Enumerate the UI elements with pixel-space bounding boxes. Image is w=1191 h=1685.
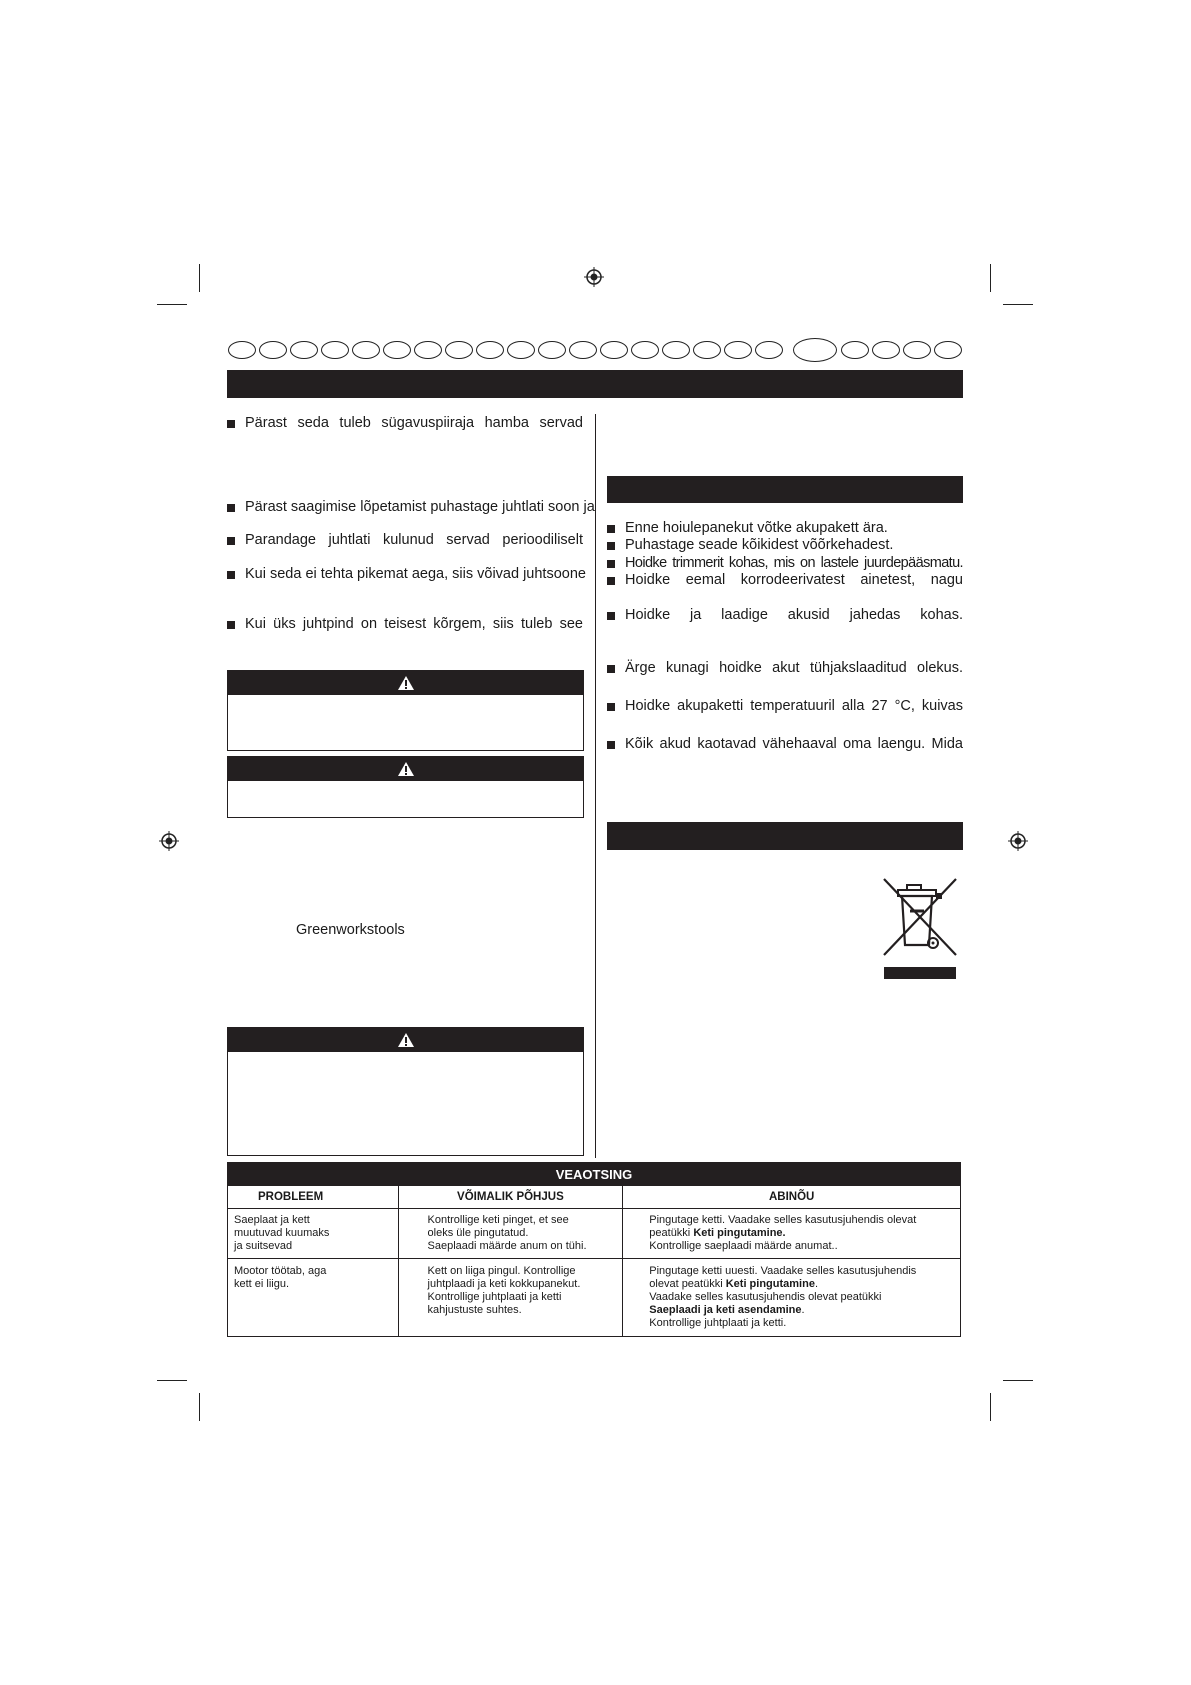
- bullet-square: [607, 741, 615, 749]
- table-title: VEAOTSING: [228, 1163, 961, 1186]
- problem-cell: Mootor töötab, aga kett ei liigu.: [228, 1259, 399, 1337]
- problem-cell: Saeplaat ja kett muutuvad kuumaks ja suitsevad: [228, 1209, 399, 1259]
- bullet-square: [607, 525, 615, 533]
- section-header-bar: [227, 370, 963, 398]
- remedy-cell: Pingutage ketti. Vaadake selles kasutusjuhendis olevat peatükki Keti pingutamine. Kontrollige saeplaadi määrde anumat..: [623, 1209, 961, 1259]
- environment-section-bar: [607, 822, 963, 850]
- language-tab[interactable]: [259, 341, 287, 359]
- list-item: Kui seda ei tehta pikemat aega, siis võivad juhtsoone: [227, 566, 583, 584]
- warning-header: [228, 1028, 583, 1052]
- language-tab[interactable]: [724, 341, 752, 359]
- bullet-square: [607, 542, 615, 550]
- column-header: VÕIMALIK PÕHJUS: [398, 1186, 623, 1209]
- bullet-square: [227, 504, 235, 512]
- bullet-square: [607, 612, 615, 620]
- crop-mark: [990, 1393, 991, 1421]
- list-item: Hoidke trimmerit kohas, mis on lastele juurdepääsmatu.: [607, 555, 963, 573]
- language-tab[interactable]: [569, 341, 597, 359]
- warning-triangle-icon: [397, 761, 415, 777]
- list-item: Hoidke eemal korrodeerivatest ainetest, nagu: [607, 572, 963, 590]
- column-header: PROBLEEM: [228, 1186, 399, 1209]
- warning-triangle-icon: [397, 675, 415, 691]
- crop-mark: [1003, 304, 1033, 305]
- language-tab[interactable]: [476, 341, 504, 359]
- cause-cell: Kett on liiga pingul. Kontrollige juhtplaadi ja keti kokkupanekut. Kontrollige juhtplaati ja ketti kahjustuste suhtes.: [398, 1259, 623, 1337]
- language-tab[interactable]: [841, 341, 869, 359]
- list-item: Kui üks juhtpind on teisest kõrgem, siis tuleb see: [227, 616, 583, 634]
- column-divider: [595, 414, 596, 1158]
- registration-mark-icon: [1008, 831, 1028, 851]
- list-item: Enne hoiulepanekut võtke akupakett ära.: [607, 520, 963, 538]
- crossed-out-bin-icon: [880, 875, 960, 980]
- list-item: Ärge kunagi hoidke akut tühjakslaaditud olekus.: [607, 660, 963, 678]
- remedy-cell: Pingutage ketti uuesti. Vaadake selles kasutusjuhendis olevat peatükki Keti pingutamine. Vaadake selles kasutusjuhendis olevat peatükki Saeplaadi ja keti asendamine. Kontrollige juhtplaati ja ketti.: [623, 1259, 961, 1337]
- language-tab[interactable]: [934, 341, 962, 359]
- list-item: Puhastage seade kõikidest võõrkehadest.: [607, 537, 963, 555]
- language-tab[interactable]: [662, 341, 690, 359]
- list-item: Pärast seda tuleb sügavuspiiraja hamba servad: [227, 415, 583, 433]
- bullet-square: [607, 665, 615, 673]
- list-item: Hoidke ja laadige akusid jahedas kohas.: [607, 607, 963, 625]
- bullet-square: [227, 537, 235, 545]
- language-tab[interactable]: [631, 341, 659, 359]
- table-row: [228, 1209, 961, 1259]
- brand-text: Greenworkstools: [296, 922, 405, 938]
- list-item: Parandage juhtlati kulunud servad perioodiliselt: [227, 532, 583, 550]
- cause-cell: Kontrollige keti pinget, et see oleks üle pingutatud. Saeplaadi määrde anum on tühi.: [398, 1209, 623, 1259]
- language-tab[interactable]: [445, 341, 473, 359]
- crop-mark: [157, 304, 187, 305]
- crop-mark: [1003, 1380, 1033, 1381]
- crop-mark: [990, 264, 991, 292]
- language-tab[interactable]: [755, 341, 783, 359]
- troubleshooting-table: [227, 1162, 961, 1337]
- language-tab[interactable]: [600, 341, 628, 359]
- bullet-square: [607, 560, 615, 568]
- language-tab[interactable]: [321, 341, 349, 359]
- list-item: Hoidke akupaketti temperatuuril alla 27 °C, kuivas: [607, 698, 963, 716]
- language-tab[interactable]: [290, 341, 318, 359]
- language-tab[interactable]: [903, 341, 931, 359]
- storage-section-bar: [607, 476, 963, 503]
- crop-mark: [199, 264, 200, 292]
- list-item: Kõik akud kaotavad vähehaaval oma laengu. Mida: [607, 736, 963, 754]
- language-tab[interactable]: [693, 341, 721, 359]
- registration-mark-icon: [159, 831, 179, 851]
- language-tab[interactable]: [383, 341, 411, 359]
- column-header: ABINÕU: [623, 1186, 961, 1209]
- registration-mark-icon: [584, 267, 604, 287]
- language-tab[interactable]: [872, 341, 900, 359]
- bullet-square: [227, 571, 235, 579]
- crop-mark: [199, 1393, 200, 1421]
- language-tab[interactable]: [538, 341, 566, 359]
- language-tab[interactable]: [228, 341, 256, 359]
- bullet-square: [607, 577, 615, 585]
- bullet-square: [607, 703, 615, 711]
- bullet-square: [227, 621, 235, 629]
- table-row: [228, 1259, 961, 1337]
- language-tab[interactable]: [507, 341, 535, 359]
- language-tab-active[interactable]: [793, 338, 837, 362]
- warning-triangle-icon: [397, 1032, 415, 1048]
- crop-mark: [157, 1380, 187, 1381]
- warning-box: [227, 1027, 584, 1156]
- language-tab[interactable]: [414, 341, 442, 359]
- warning-header: [228, 671, 583, 695]
- language-tab[interactable]: [352, 341, 380, 359]
- warning-header: [228, 757, 583, 781]
- warning-box: [227, 670, 584, 751]
- list-item: Pärast saagimise lõpetamist puhastage juhtlati soon ja: [227, 499, 583, 517]
- bullet-square: [227, 420, 235, 428]
- warning-box: [227, 756, 584, 818]
